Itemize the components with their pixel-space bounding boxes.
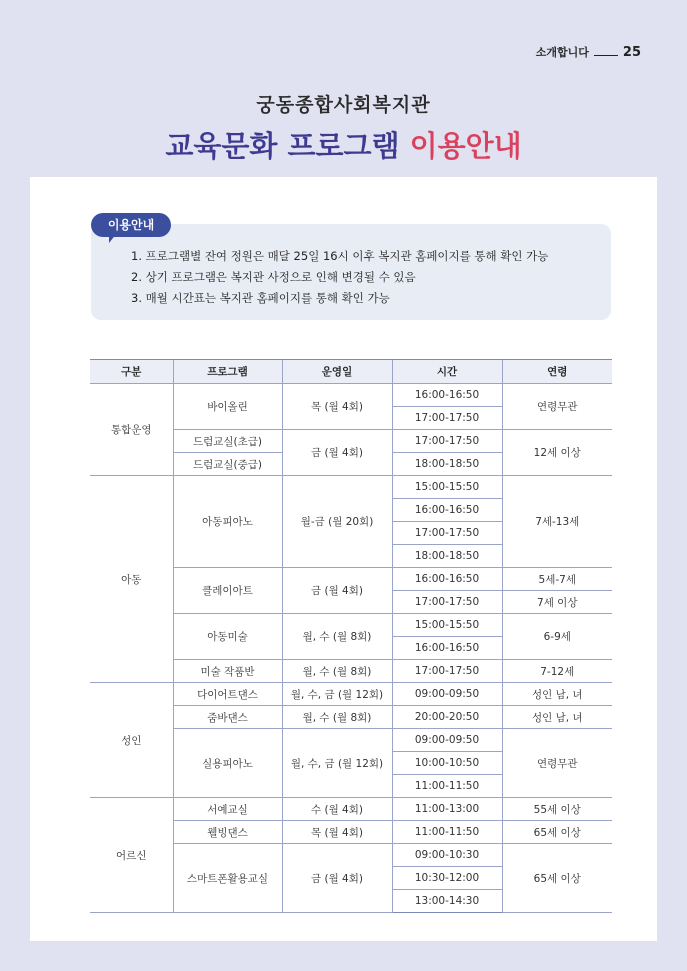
program-cell: 서예교실 [173, 798, 282, 821]
age-cell: 성인 남, 녀 [502, 706, 612, 729]
table-row [90, 798, 612, 821]
days-cell: 월-금 (월 20회) [282, 476, 392, 568]
program-cell: 스마트폰활용교실 [173, 844, 282, 913]
time-cell: 11:00-11:50 [392, 821, 502, 844]
schedule-table [90, 359, 612, 913]
header-days: 운영일 [282, 360, 392, 384]
table-row [90, 384, 612, 407]
age-cell: 7-12세 [502, 660, 612, 683]
title-accent: 이용안내 [409, 129, 522, 163]
days-cell: 목 (월 4회) [282, 384, 392, 430]
program-cell: 웰빙댄스 [173, 821, 282, 844]
header-category: 구분 [90, 360, 173, 384]
time-cell: 16:00-16:50 [392, 568, 502, 591]
category-cell: 아동 [90, 476, 173, 683]
table-row [90, 476, 612, 499]
notice-item: 3. 매월 시간표는 복지관 홈페이지를 통해 확인 가능 [131, 291, 390, 305]
days-cell: 금 (월 4회) [282, 430, 392, 476]
time-cell: 16:00-16:50 [392, 499, 502, 522]
section-label: 소개합니다 [535, 46, 589, 59]
time-cell: 09:00-09:50 [392, 683, 502, 706]
page-number: 25 [622, 44, 641, 60]
age-cell: 65세 이상 [502, 821, 612, 844]
speech-tail-icon [109, 233, 117, 243]
days-cell: 월, 수 (월 8회) [282, 706, 392, 729]
time-cell: 10:00-10:50 [392, 752, 502, 775]
time-cell: 11:00-13:00 [392, 798, 502, 821]
notice-list [131, 246, 548, 309]
notice-item: 1. 프로그램별 잔여 정원은 매달 25일 16시 이후 복지관 홈페이지를 통해 확인 가능 [131, 249, 549, 263]
page-title [0, 124, 687, 165]
program-cell: 미술 작품반 [173, 660, 282, 683]
content-card [30, 177, 657, 941]
program-cell: 다이어트댄스 [173, 683, 282, 706]
age-cell: 성인 남, 녀 [502, 683, 612, 706]
days-cell: 월, 수 (월 8회) [282, 660, 392, 683]
age-cell: 6-9세 [502, 614, 612, 660]
notice-item: 2. 상기 프로그램은 복지관 사정으로 인해 변경될 수 있음 [131, 270, 416, 284]
age-cell: 연령무관 [502, 384, 612, 430]
time-cell: 09:00-09:50 [392, 729, 502, 752]
program-cell: 드럼교실(초급) [173, 430, 282, 453]
table-header-row [90, 360, 612, 384]
notice-tag [91, 213, 171, 237]
time-cell: 17:00-17:50 [392, 430, 502, 453]
age-cell: 12세 이상 [502, 430, 612, 476]
category-cell: 통합운영 [90, 384, 173, 476]
header-time: 시간 [392, 360, 502, 384]
table-row [90, 683, 612, 706]
time-cell: 18:00-18:50 [392, 453, 502, 476]
age-cell: 7세-13세 [502, 476, 612, 568]
age-cell: 7세 이상 [502, 591, 612, 614]
age-cell: 연령무관 [502, 729, 612, 798]
time-cell: 15:00-15:50 [392, 614, 502, 637]
time-cell: 17:00-17:50 [392, 407, 502, 430]
days-cell: 금 (월 4회) [282, 568, 392, 614]
category-cell: 어르신 [90, 798, 173, 913]
time-cell: 15:00-15:50 [392, 476, 502, 499]
time-cell: 20:00-20:50 [392, 706, 502, 729]
age-cell: 65세 이상 [502, 844, 612, 913]
time-cell: 13:00-14:30 [392, 890, 502, 913]
days-cell: 월, 수, 금 (월 12회) [282, 729, 392, 798]
category-cell: 성인 [90, 683, 173, 798]
days-cell: 수 (월 4회) [282, 798, 392, 821]
time-cell: 17:00-17:50 [392, 591, 502, 614]
program-cell: 바이올린 [173, 384, 282, 430]
age-cell: 5세-7세 [502, 568, 612, 591]
days-cell: 목 (월 4회) [282, 821, 392, 844]
age-cell: 55세 이상 [502, 798, 612, 821]
organization-name: 궁동종합사회복지관 [256, 94, 431, 116]
header-age: 연령 [502, 360, 612, 384]
time-cell: 18:00-18:50 [392, 545, 502, 568]
time-cell: 10:30-12:00 [392, 867, 502, 890]
time-cell: 17:00-17:50 [392, 660, 502, 683]
time-cell: 16:00-16:50 [392, 637, 502, 660]
header-program: 프로그램 [173, 360, 282, 384]
time-cell: 17:00-17:50 [392, 522, 502, 545]
program-cell: 드럼교실(중급) [173, 453, 282, 476]
days-cell: 월, 수, 금 (월 12회) [282, 683, 392, 706]
days-cell: 월, 수 (월 8회) [282, 614, 392, 660]
program-cell: 실용피아노 [173, 729, 282, 798]
program-cell: 줌바댄스 [173, 706, 282, 729]
notice-tag-label: 이용안내 [107, 218, 155, 232]
days-cell: 금 (월 4회) [282, 844, 392, 913]
title-main: 교육문화 프로그램 [165, 129, 410, 163]
time-cell: 16:00-16:50 [392, 384, 502, 407]
program-cell: 아동피아노 [173, 476, 282, 568]
page-header [536, 44, 641, 60]
time-cell: 09:00-10:30 [392, 844, 502, 867]
header-divider [594, 48, 618, 56]
program-cell: 아동미술 [173, 614, 282, 660]
time-cell: 11:00-11:50 [392, 775, 502, 798]
program-cell: 클레이아트 [173, 568, 282, 614]
